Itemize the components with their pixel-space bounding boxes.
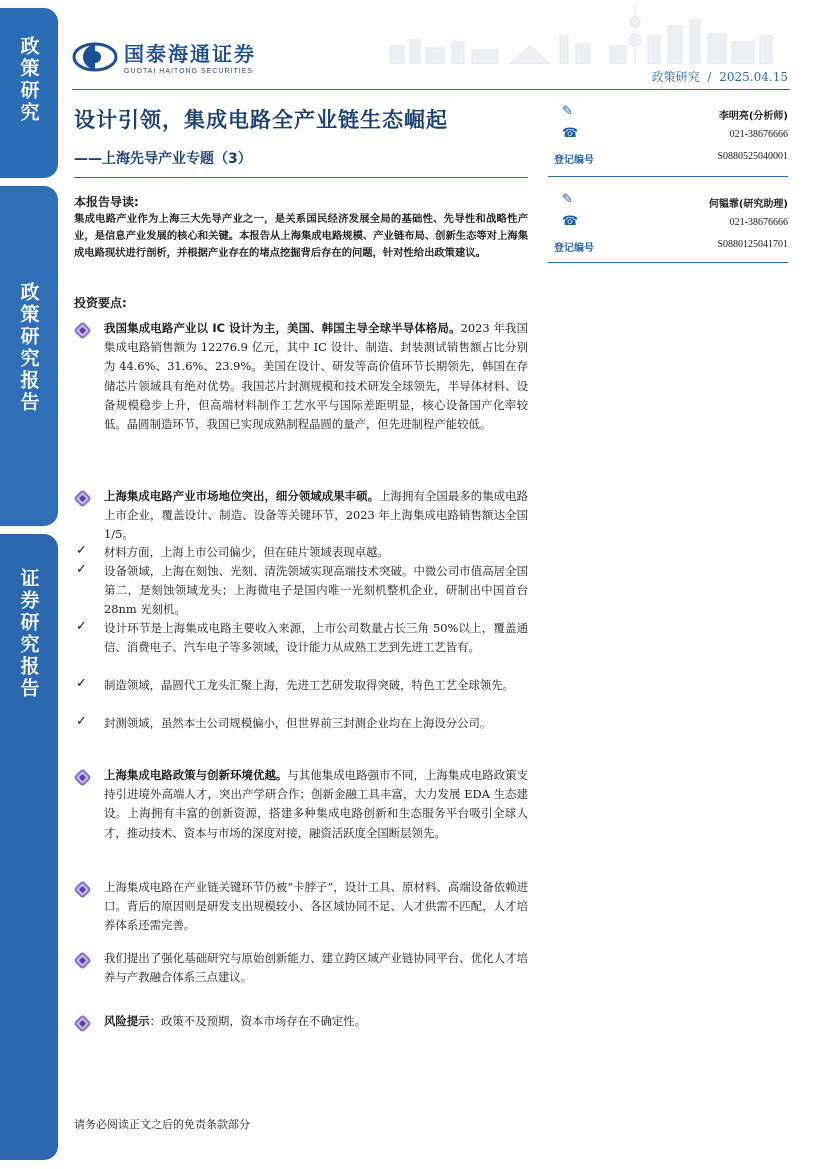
registration-number: S0880525040001 xyxy=(717,151,788,162)
point-body: 2023 年我国集成电路销售额为 12276.9 亿元，其中 IC 设计、制造、封装测试销售额占比分别为 44.6%、31.6%、23.9%。美国在设计、研发等高价值环节长期领先，韩国在存储芯片领域具有绝对优势。我国芯片封测规模和技术研发全球领先，半导体材料、设备规模稳步上升，但高端材料制作工艺水平与国际差距明显，核心设备国产化率较低。晶圆制造环节，我国已实现成熟制程晶圆的量产，但先进制程产能较低。 xyxy=(104,321,529,432)
side-tab-policy-report xyxy=(0,186,58,526)
investment-points-heading: 投资要点: xyxy=(74,296,127,310)
point-paragraph xyxy=(104,487,528,545)
side-tab-securities-report xyxy=(0,534,58,1160)
point-paragraph xyxy=(104,766,528,843)
logo-mark-icon xyxy=(72,42,118,72)
check-item: 封测领域，虽然本土公司规模偏小，但世界前三封测企业均在上海设分公司。 xyxy=(104,716,492,730)
analyst-card xyxy=(548,192,788,258)
check-item: 材料方面，上海上市公司偏少，但在硅片领域表现卓越。 xyxy=(104,545,389,559)
disclaimer-footer: 请务必阅读正文之后的免责条款部分 xyxy=(74,1118,250,1131)
point-paragraph: 我们提出了强化基础研究与原始创新能力、建立跨区域产业链协同平台、优化人才培养与产教融合体系三点建议。 xyxy=(104,951,528,985)
report-category: 政策研究 xyxy=(651,70,700,84)
risk-label: 风险提示 xyxy=(104,1014,150,1028)
guide-text: 集成电路产业作为上海三大先导产业之一，是关系国民经济发展全局的基础性、先导性和战略性产业，是信息产业发展的核心和关键。本报告从上海集成电路规模、产业链布局、创新生态等对上海集成电路现状进行剖析，并根据产业存在的堵点挖掘背后存在的问题，针对性给出政策建议。 xyxy=(74,213,528,259)
analyst-name: 李明亮(分析师) xyxy=(718,111,788,122)
analyst-name: 何韫霏(研究助理) xyxy=(708,199,788,210)
guide-heading: 本报告导读: xyxy=(74,195,139,209)
point-paragraph: 上海集成电路在产业链关键环节仍被“卡脖子”，设计工具、原材料、高端设备依赖进口。背后的原因则是研发支出规模较小、各区域协同不足、人才供需不匹配，人才培养体系还需完善。 xyxy=(104,880,528,933)
side-tab-policy-research xyxy=(0,8,58,178)
pen-icon: ✎ xyxy=(562,192,573,207)
point-body: 上海拥有全国最多的集成电路上市企业，覆盖设计、制造、设备等关键环节，2023 年上海集成电路销售额达全国 1/5。 xyxy=(104,489,528,542)
diamond-bullet-icon xyxy=(73,489,91,507)
analyst-divider xyxy=(548,176,788,177)
checkmark-icon: ✓ xyxy=(76,619,87,634)
registration-label: 登记编号 xyxy=(554,243,594,254)
point-paragraph xyxy=(104,319,528,434)
city-skyline-graphic xyxy=(380,6,790,64)
registration-label: 登记编号 xyxy=(554,155,594,166)
pen-icon: ✎ xyxy=(562,104,573,119)
point-lead: 上海集成电路政策与创新环境优越。 xyxy=(104,768,288,782)
report-category-date xyxy=(652,68,788,85)
check-item: 设备领域，上海在刻蚀、光刻、清洗领域实现高端技术突破。中微公司市值高居全国第二，是刻蚀领域龙头；上海微电子是国内唯一光刻机整机企业，研制出中国首台 28nm 光刻机。 xyxy=(104,564,528,617)
analyst-phone: 021-38676666 xyxy=(729,217,788,228)
phone-icon: ☎ xyxy=(562,214,579,229)
checkmark-icon: ✓ xyxy=(76,543,87,558)
checkmark-icon: ✓ xyxy=(76,562,87,577)
diamond-bullet-icon xyxy=(73,321,91,339)
phone-icon: ☎ xyxy=(562,126,579,141)
registration-number: S0880125041701 xyxy=(717,239,788,250)
diamond-bullet-icon xyxy=(73,951,91,969)
side-tab-label: 证券研究报告 xyxy=(17,568,40,700)
side-tab-label: 政策研究报告 xyxy=(17,282,40,414)
risk-paragraph xyxy=(104,1012,528,1031)
logo-english-name: GUOTAI HAITONG SECURITIES xyxy=(124,68,253,75)
check-item: 设计环节是上海集成电路主要收入来源，上市公司数量占长三角 50%以上，覆盖通信、消费电子、汽车电子等多领域，设计能力从成熟工艺到先进工艺皆有。 xyxy=(104,621,528,655)
point-lead: 我国集成电路产业以 IC 设计为主，美国、韩国主导全球半导体格局。 xyxy=(104,321,461,335)
analyst-phone: 021-38676666 xyxy=(729,129,788,140)
header-divider xyxy=(72,89,790,90)
diamond-bullet-icon xyxy=(73,768,91,786)
risk-text: ：政策不及预期，资本市场存在不确定性。 xyxy=(149,1014,367,1028)
diamond-bullet-icon xyxy=(73,880,91,898)
check-item: 制造领域，晶圆代工龙头汇聚上海，先进工艺研发取得突破，特色工艺全球领先。 xyxy=(104,678,515,692)
report-title: 设计引领，集成电路全产业链生态崛起 xyxy=(74,108,448,132)
logo-chinese-name: 国泰海通证券 xyxy=(124,42,256,66)
checkmark-icon: ✓ xyxy=(76,714,87,729)
side-tab-label: 政策研究 xyxy=(17,36,40,124)
report-subtitle: ——上海先导产业专题（3） xyxy=(74,151,252,167)
analyst-card xyxy=(548,104,788,170)
diamond-bullet-icon xyxy=(73,1014,91,1032)
point-body: 与其他集成电路强市不同，上海集成电路政策支持引进境外高端人才，突出产学研合作；创新金融工具丰富，大力发展 EDA 生态建设。上海拥有丰富的创新资源，搭建多种集成电路创新和生态服务平台吸引全球人才，推动技术、资本与市场的深度对接，融资活跃度全国断层领先。 xyxy=(104,768,528,840)
report-date: 2025.04.15 xyxy=(719,70,788,84)
title-divider xyxy=(74,177,528,178)
company-logo xyxy=(72,38,256,75)
analyst-divider xyxy=(548,262,788,263)
checkmark-icon: ✓ xyxy=(76,676,87,691)
point-lead: 上海集成电路产业市场地位突出，细分领域成果丰硕。 xyxy=(104,489,380,503)
meta-separator: / xyxy=(707,70,712,84)
